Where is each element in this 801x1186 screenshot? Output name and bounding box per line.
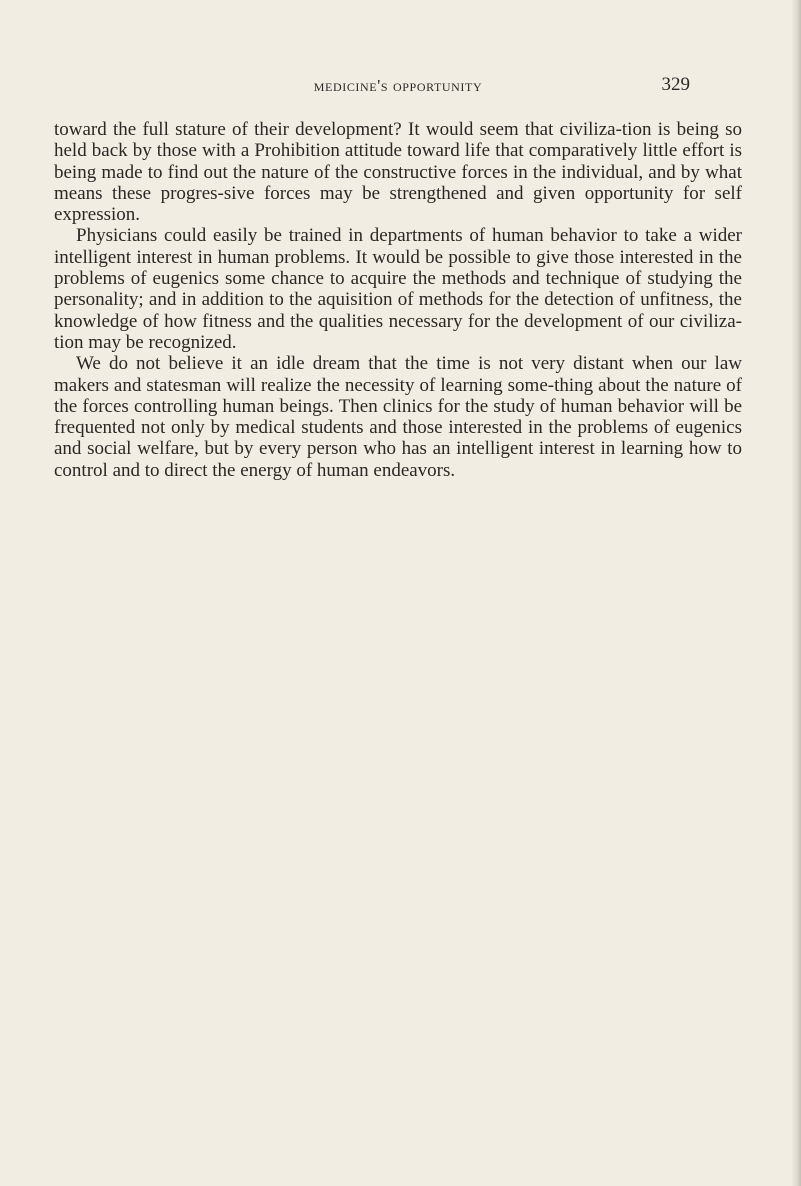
- running-title: medicine's opportunity: [313, 76, 483, 95]
- paragraph-3: We do not believe it an idle dream that the time is not very distant when our law makers and statesman will realize the necessity of learning some-thing about the nature of the forces controlling human beings. Then clinics for the study of human behavior will be frequented not only by medical students and those interested in the problems of eugenics and social welfare, but by every person who has an intelligent interest in learning how to control and to direct the energy of human endeavors.: [54, 353, 742, 481]
- paragraph-1: toward the full stature of their development? It would seem that civiliza-tion is being so held back by those with a Prohibition attitude toward life that comparatively little effort is being made to find out the nature of the constructive forces in the individual, and by what means these progres-sive forces may be strengthened and given opportunity for self expression.: [54, 119, 742, 226]
- body-text: [54, 119, 742, 481]
- running-head: [106, 74, 690, 100]
- page-edge-shadow: [791, 0, 801, 1186]
- paragraph-2: Physicians could easily be trained in departments of human behavior to take a wider intelligent interest in human problems. It would be possible to give those interested in the problems of eugenics some chance to acquire the methods and technique of studying the personality; and in addition to the aquisition of methods for the detection of unfitness, the knowledge of how fitness and the qualities necessary for the development of our civiliza-tion may be recognized.: [54, 225, 742, 353]
- page-number: 329: [661, 74, 690, 95]
